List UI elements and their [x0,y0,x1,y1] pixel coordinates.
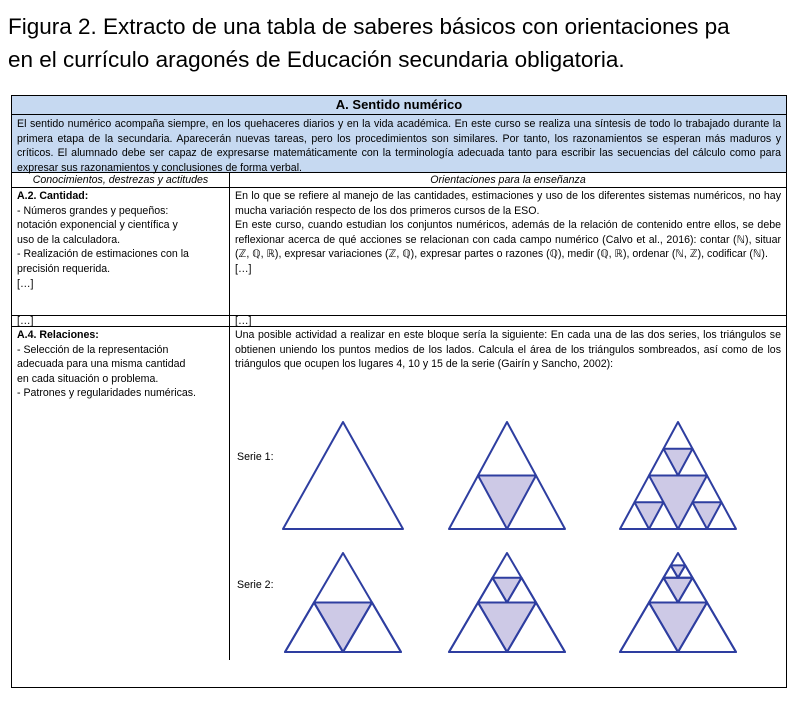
row1-line: - Números grandes y pequeños: [17,204,169,217]
serie1-shaded-triangle [664,449,693,476]
col1-header: Conocimientos, destrezas y actitudes [12,173,230,187]
triangle-group [283,422,736,652]
row1-line: uso de la calculadora. [17,233,121,246]
row3-guidance [230,327,786,660]
caption-line-1: Figura 2. Extracto de una tabla de saberes básicos con orientaciones pa [8,14,730,39]
row3-title: A.4. Relaciones: [17,329,99,341]
table-title: A. Sentido numérico [12,96,786,115]
row3-line: en cada situación o problema. [17,372,159,385]
serie1-shaded-triangle [693,502,722,529]
col2-header: Orientaciones para la enseñanza [430,174,586,186]
curriculum-table [11,95,787,688]
row1-paragraph: En lo que se refiere al manejo de las cantidades, estimaciones y uso de los diferentes sistemas numéricos, no hay mucha variación respecto de los dos primeros cursos de la ESO. [235,190,781,217]
serie2-shaded-triangle [649,603,707,653]
row1-paragraph: […] [235,262,252,275]
row3-line: adecuada para una misma cantidad [17,358,186,371]
serie2-shaded-triangle [314,603,372,653]
row1-guidance [230,188,786,315]
row1-line: - Realización de estimaciones con la [17,248,189,261]
serie1-shaded-triangle [635,502,664,529]
caption-line-2: en el currículo aragonés de Educación secundaria obligatoria. [8,47,625,72]
row1-line: notación exponencial y científica y [17,219,178,232]
triangle-series-figure [230,327,785,660]
row2-guidance: […] [235,315,252,327]
serie1-label: Serie 1: [237,451,274,463]
row3-line: - Patrones y regularidades numéricas. [17,387,197,400]
table-row [12,188,786,316]
row1-line: precisión requerida. [17,262,111,275]
serie1-triangle [283,422,403,529]
row3-activity-text: Una posible actividad a realizar en este bloque sería la siguiente: En cada una de las dos series, los triángulos se obtienen uniendo los puntos medios de los lados. Calcula el área de los triángulos sombreados, así como de los triángulos que ocupen los lugares 4, 10 y 15 de la serie (Gairín y Sancho, 2002): [235,329,781,371]
column-headers [12,173,786,188]
serie2-shaded-triangle [664,578,693,603]
figure-caption [8,10,798,76]
table-row [12,327,786,660]
serie2-shaded-triangle [493,578,522,603]
row1-paragraph: En este curso, cuando estudian los conjuntos numéricos, además de la relación de contenido entre ellos, se debe reflexionar acerca de qué acciones se relacionan con cada campo numérico (Calvo et al., 2016): contar (ℕ), situar (ℤ, ℚ, ℝ), expresar variaciones (ℤ, ℚ), expresar partes o razones (ℚ), medir (ℚ, ℝ), ordenar (ℕ, ℤ), codificar (ℕ). [235,219,781,261]
table-intro: El sentido numérico acompaña siempre, en los quehaceres diarios y en la vida académica. En este curso se realiza una síntesis de todo lo trabajado durante la primera etapa de la secundaria. Aparecerán nuevas tareas, pero los procedimientos son similares. Por tanto, los razonamientos se esperan más maduros y críticos. El alumnado debe ser capaz de expresarse matemáticamente con la terminología adecuada tanto para escribir las secuencias del cálculo como para expresar sus razonamientos y conclusiones de forma verbal. [12,115,786,173]
row3-line: - Selección de la representación [17,343,169,356]
row2-knowledge: […] [12,316,230,326]
row1-title: A.2. Cantidad: [17,190,89,202]
table-row [12,316,786,327]
row1-line: […] [17,277,34,290]
serie1-shaded-triangle [478,476,536,530]
row3-knowledge [12,327,230,660]
serie2-label: Serie 2: [237,579,274,591]
row1-knowledge [12,188,230,315]
serie2-shaded-triangle [478,603,536,653]
